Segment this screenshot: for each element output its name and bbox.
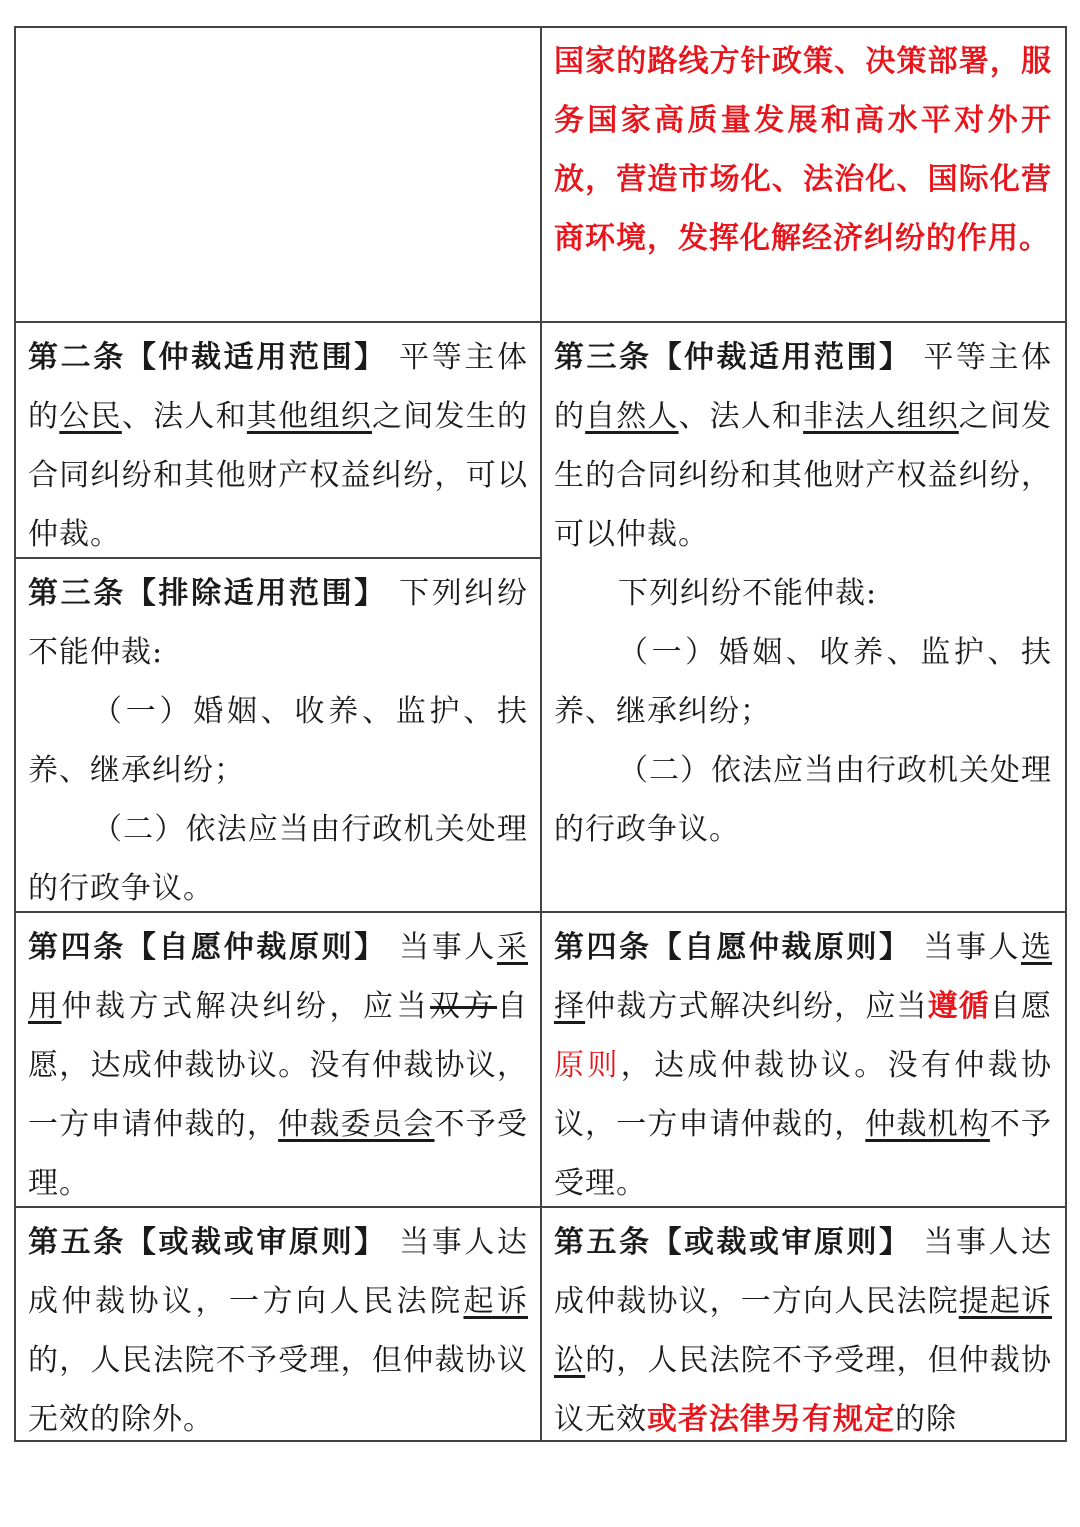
list-item: （二）依法应当由行政机关处理的行政争议。 <box>28 812 528 906</box>
row0-right-text: 国家的路线方针政策、决策部署，服务国家高质量发展和高水平对外开放，营造市场化、法治化、国际化营商环境，发挥化解经济纠纷的作用。 <box>554 44 1052 256</box>
article-title: 第三条【排除适用范围】 <box>28 576 387 611</box>
article-title: 第四条【自愿仲裁原则】 <box>28 930 387 965</box>
list-item: （一）婚姻、收养、监护、扶养、继承纠纷； <box>554 635 1052 729</box>
underlined-term: 仲裁机构 <box>865 1107 990 1142</box>
underlined-term: 其他组织 <box>246 399 372 434</box>
list-item: （一）婚姻、收养、监护、扶养、继承纠纷； <box>28 694 528 788</box>
article-5-new-text <box>554 1213 1052 1449</box>
text-run: 仲裁方式解决纠纷，应当 <box>585 989 928 1024</box>
article-5-new-cell <box>554 1213 1052 1440</box>
article-title: 第四条【自愿仲裁原则】 <box>554 930 912 965</box>
article-4-old-text <box>28 918 528 1213</box>
comparison-table <box>14 26 1067 1442</box>
article-2-old-text <box>28 328 528 564</box>
added-term: 或者法律另有规定 <box>647 1402 895 1437</box>
article-title: 第五条【或裁或审原则】 <box>28 1225 387 1260</box>
paragraph: 下列纠纷不能仲裁: <box>618 576 878 611</box>
article-title: 第二条【仲裁适用范围】 <box>28 340 387 375</box>
underlined-term: 非法人组织 <box>803 399 959 434</box>
article-3-new-text <box>554 328 1052 564</box>
row0-right-cell <box>554 32 1052 321</box>
struck-term: 双方 <box>430 989 497 1024</box>
text-run: 当事人达成仲裁协议，一方向人民法院 <box>554 1225 1053 1319</box>
text-run: 之间发生的合同纠纷和其他财产权益纠纷，可以仲裁。 <box>28 399 529 552</box>
article-title: 第三条【仲裁适用范围】 <box>554 340 912 375</box>
row-divider <box>16 321 1065 323</box>
text-run: 不予受理。 <box>554 1107 1053 1201</box>
underlined-term: 仲裁委员会 <box>278 1107 435 1142</box>
underlined-term: 选择 <box>554 930 1053 1024</box>
article-3-new-cell <box>554 328 1052 911</box>
text-run: 、法人和 <box>121 399 247 434</box>
underlined-term: 起诉 <box>463 1284 528 1319</box>
text-run: 不予受理。 <box>28 1107 529 1201</box>
underlined-term: 采用 <box>28 930 528 1024</box>
article-3-old-text <box>28 564 528 682</box>
row0-left-cell <box>16 28 540 321</box>
added-term: 遵循 <box>927 989 990 1024</box>
underlined-term: 公民 <box>59 399 122 434</box>
underlined-term: 自然人 <box>585 399 679 434</box>
article-5-old-text <box>28 1213 528 1449</box>
underlined-term: 提起诉讼 <box>554 1284 1053 1378</box>
article-4-new-cell <box>554 918 1052 1206</box>
text-run: 之间发生的合同纠纷和其他财产权益纠纷，可以仲裁。 <box>554 399 1053 552</box>
article-4-new-text <box>554 918 1052 1213</box>
text-run: 仲裁方式解决纠纷，应当 <box>61 989 430 1024</box>
text-run: 当事人达成仲裁协议，一方向人民法院 <box>28 1225 528 1319</box>
article-4-old-cell <box>28 918 528 1206</box>
text-run: 自愿 <box>989 989 1053 1024</box>
article-2-old-cell <box>28 328 528 557</box>
article-5-old-cell <box>28 1213 528 1440</box>
text-run: 平等主体的 <box>554 340 1053 434</box>
text-run: 的，人民法院不予受理，但仲裁协议无效的除外。 <box>28 1343 528 1437</box>
text-run: 当事人 <box>399 930 497 965</box>
text-run: 自愿，达成仲裁协议。没有仲裁协议，一方申请仲裁的， <box>28 989 528 1142</box>
text-run: 、法人和 <box>678 399 804 434</box>
text-run: 的，人民法院不予受理，但仲裁协议无效 <box>554 1343 1053 1437</box>
text-run: 平等主体的 <box>28 340 528 434</box>
text-run: 当事人 <box>923 930 1022 965</box>
text-run: 的除 <box>895 1402 957 1437</box>
text-run: ，达成仲裁协议。没有仲裁协议，一方申请仲裁的， <box>554 1048 1053 1142</box>
article-title: 第五条【或裁或审原则】 <box>554 1225 912 1260</box>
added-term: 原则 <box>554 1048 621 1083</box>
column-divider <box>540 28 542 1440</box>
text-run: 下列纠纷不能仲裁: <box>28 576 528 670</box>
article-3-old-cell <box>28 564 528 911</box>
list-item: （二）依法应当由行政机关处理的行政争议。 <box>554 753 1052 847</box>
